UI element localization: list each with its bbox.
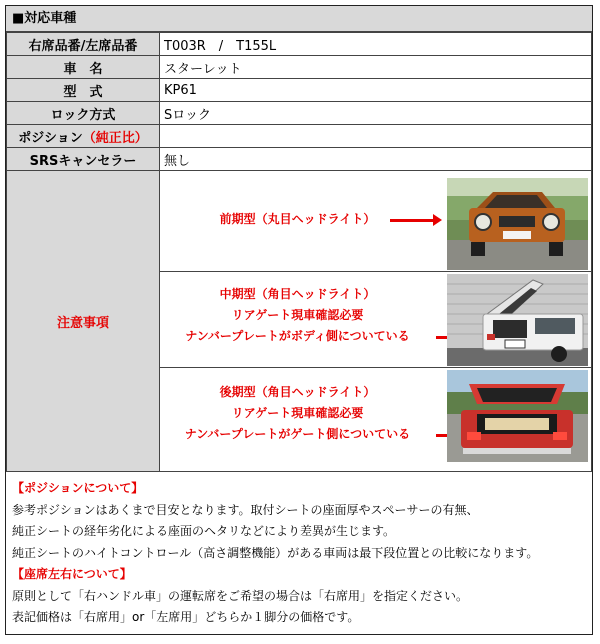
spec-table [6, 32, 592, 472]
car-photo-late [447, 370, 588, 462]
spec-value: Sロック [160, 102, 592, 125]
position-label: ポジション [18, 130, 83, 146]
position-line-3: 純正シートのハイトコントロール（高さ調整機能）がある車両は最下段位置との比較になります。 [12, 545, 539, 560]
mid-model-car-image [447, 274, 588, 366]
car-photo-mid [447, 274, 588, 366]
spec-row-car-name [7, 56, 592, 79]
section-title: ■対応車種 [6, 6, 592, 32]
spec-value [160, 125, 592, 148]
spec-row-lock-type [7, 102, 592, 125]
note-late-line-1: 後期型（角目ヘッドライト） [219, 385, 376, 399]
position-line-2: 純正シートの経年劣化による座面のヘタリなどにより差異が生じます。 [12, 524, 396, 538]
position-line-1: 参考ポジションはあくまで目安となります。取付シートの座面厚やスペーサーの有無、 [12, 502, 479, 517]
spec-label: 右席品番/左席品番 [7, 33, 160, 56]
note-mid-model [160, 272, 591, 368]
spec-label [7, 125, 160, 148]
spec-label: SRSキャンセラー [7, 148, 160, 171]
spec-row-notes [7, 171, 592, 472]
spec-value: KP61 [160, 79, 592, 102]
side-line-1: 原則として「右ハンドル車」の運転席をご希望の場合は「右席用」を指定ください。 [12, 588, 469, 603]
arrow-icon [390, 219, 434, 222]
note-mid-line-1: 中期型（角目ヘッドライト） [219, 287, 376, 301]
note-late-line-2: リアゲート現車確認必要 [231, 406, 364, 420]
position-heading: 【ポジションについて】 [12, 481, 144, 495]
note-late-model [160, 368, 591, 466]
note-early-model [160, 176, 591, 272]
spec-label: ロック方式 [7, 102, 160, 125]
notes-footer [6, 471, 592, 629]
spec-row-model [7, 79, 592, 102]
note-late-line-3: ナンバープレートがゲート側についている [184, 427, 411, 441]
spec-value: スターレット [160, 56, 592, 79]
note-mid-line-2: リアゲート現車確認必要 [231, 308, 364, 322]
early-model-car-image [447, 178, 588, 270]
spec-value: T003R / T155L [160, 33, 592, 56]
spec-row-position [7, 125, 592, 148]
spec-label: 型 式 [7, 79, 160, 102]
position-label-note: （純正比） [82, 130, 148, 146]
spec-row-srs [7, 148, 592, 171]
car-photo-early [447, 178, 588, 270]
side-line-2: 表記価格は「右席用」or「左席用」どちらか１脚分の価格です。 [12, 610, 360, 624]
late-model-car-image [447, 370, 588, 462]
spec-row-part-number [7, 33, 592, 56]
compatibility-sheet [5, 5, 593, 635]
notes-label: 注意事項 [7, 171, 160, 472]
spec-label: 車 名 [7, 56, 160, 79]
spec-value: 無し [160, 148, 592, 171]
note-early-line-1: 前期型（丸目ヘッドライト） [219, 212, 376, 226]
note-mid-line-3: ナンバープレートがボディ側についている [185, 329, 410, 343]
notes-cell [160, 171, 592, 472]
side-heading: 【座席左右について】 [12, 567, 132, 581]
